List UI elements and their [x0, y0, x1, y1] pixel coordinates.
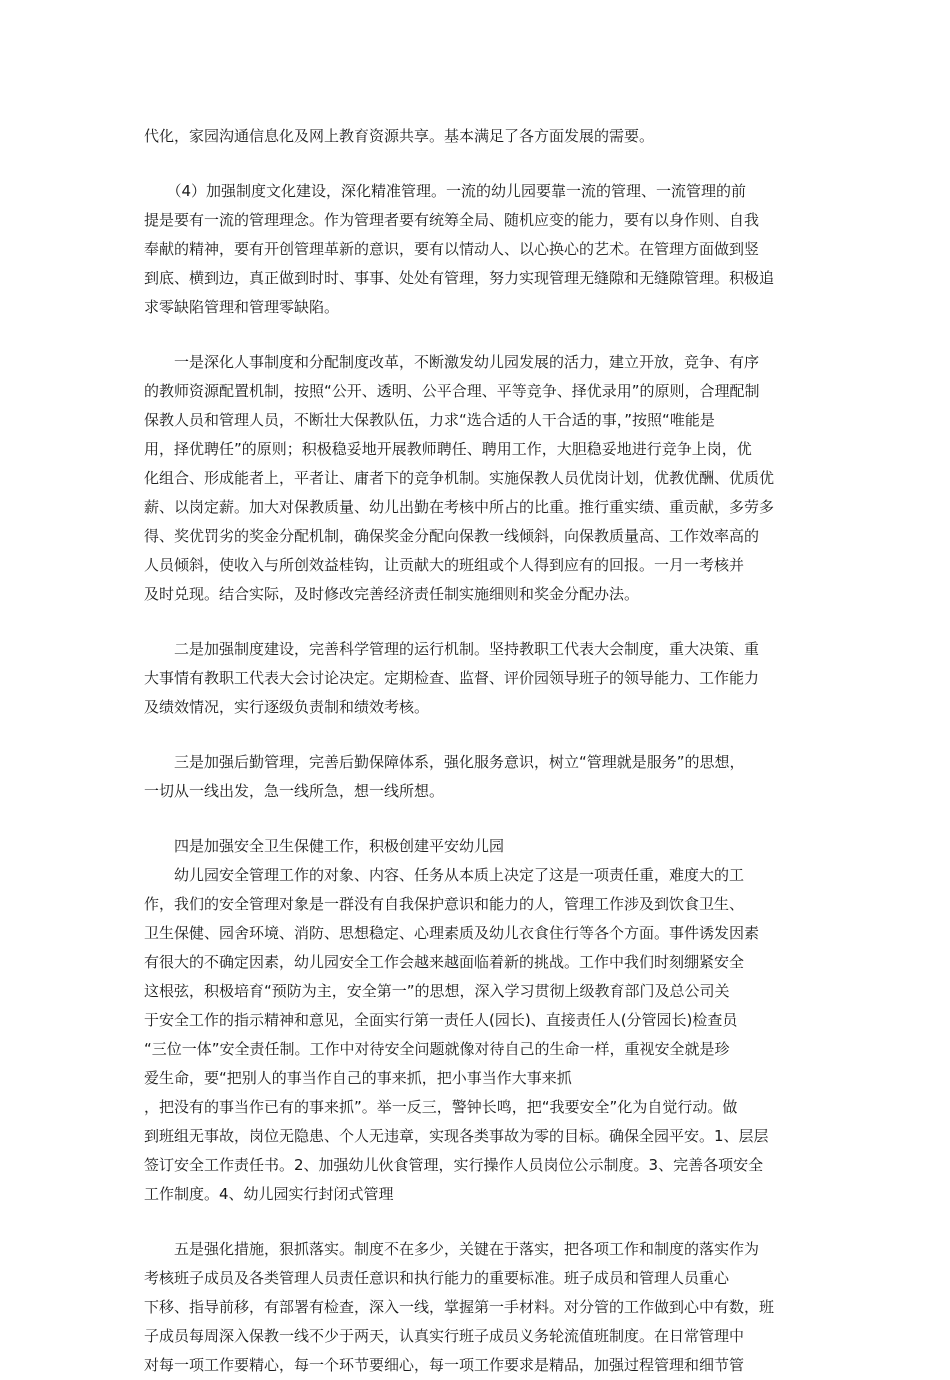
text-line: 幼儿园安全管理工作的对象、内容、任务从本质上决定了这是一项责任重，难度大的工 [144, 866, 745, 884]
text-line: 保教人员和管理人员，不断壮大保教队伍，力求“选合适的人干合适的事，”按照“唯能是 [144, 411, 715, 429]
text-line: 人员倾斜，使收入与所创效益桂钩，让贡献大的班组或个人得到应有的回报。一月一考核并 [144, 556, 745, 574]
text-line: 提是要有一流的管理理念。作为管理者要有统筹全局、随机应变的能力，要有以身作则、自我 [144, 211, 760, 229]
text-line: 四是加强安全卫生保健工作，积极创建平安幼儿园 [144, 837, 505, 855]
text-line: 代化，家园沟通信息化及网上教育资源共享。基本满足了各方面发展的需要。 [144, 127, 655, 145]
paragraph [144, 348, 814, 609]
text-line: 签订安全工作责任书。2、加强幼儿伙食管理，实行操作人员岗位公示制度。3、完善各项安全 [144, 1156, 764, 1174]
text-line: 子成员每周深入保教一线不少于两天，认真实行班子成员义务轮流值班制度。在日常管理中 [144, 1327, 745, 1345]
text-line: 三是加强后勤管理，完善后勤保障体系，强化服务意识，树立“管理就是服务”的思想， [144, 753, 745, 771]
text-line: 二是加强制度建设，完善科学管理的运行机制。坚持教职工代表大会制度，重大决策、重 [144, 640, 760, 658]
text-line: 求零缺陷管理和管理零缺陷。 [144, 298, 340, 316]
paragraph [144, 1235, 814, 1380]
text-line: 有很大的不确定因素，幼儿园安全工作会越来越面临着新的挑战。工作中我们时刻绷紧安全 [144, 953, 745, 971]
text-line: 到底、横到边，真正做到时时、事事、处处有管理，努力实现管理无缝隙和无缝隙管理。积极追 [144, 269, 775, 287]
text-line: 作，我们的安全管理对象是一群没有自我保护意识和能力的人，管理工作涉及到饮食卫生、 [144, 895, 745, 913]
text-line: 得、奖优罚劣的奖金分配机制，确保奖金分配向保教一线倾斜，向保教质量高、工作效率高的 [144, 527, 760, 545]
text-line: 下移、指导前移，有部署有检查，深入一线，掌握第一手材料。对分管的工作做到心中有数，班 [144, 1298, 775, 1316]
text-line: 工作制度。4、幼儿园实行封闭式管理 [144, 1185, 394, 1203]
text-line: 卫生保健、园舍环境、消防、思想稳定、心理素质及幼儿衣食住行等各个方面。事件诱发因素 [144, 924, 760, 942]
text-line: ，把没有的事当作已有的事来抓”。举一反三，警钟长鸣，把“我要安全”化为自觉行动。做 [144, 1098, 738, 1116]
paragraph [144, 832, 814, 1209]
paragraph [144, 635, 814, 722]
text-line: 大事情有教职工代表大会讨论决定。定期检查、监督、评价园领导班子的领导能力、工作能力 [144, 669, 760, 687]
text-line: 的教师资源配置机制，按照“公开、透明、公平合理、平等竞争、择优录用”的原则，合理配制 [144, 382, 760, 400]
text-line: 一是深化人事制度和分配制度改革，不断激发幼儿园发展的活力，建立开放，竞争、有序 [144, 353, 760, 371]
text-line: 考核班子成员及各类管理人员责任意识和执行能力的重要标准。班子成员和管理人员重心 [144, 1269, 730, 1287]
paragraph [144, 177, 814, 322]
text-line: “三位一体”安全责任制。工作中对待安全问题就像对待自己的生命一样，重视安全就是珍 [144, 1040, 730, 1058]
text-line: 及时兑现。结合实际，及时修改完善经济责任制实施细则和奖金分配办法。 [144, 585, 640, 603]
paragraph [144, 748, 814, 806]
paragraph [144, 122, 814, 151]
text-line: 五是强化措施，狠抓落实。制度不在多少，关键在于落实，把各项工作和制度的落实作为 [144, 1240, 760, 1258]
text-line: 薪、以岗定薪。加大对保教质量、幼儿出勤在考核中所占的比重。推行重实绩、重贡献，多劳多 [144, 498, 775, 516]
text-line: （4）加强制度文化建设，深化精准管理。一流的幼儿园要靠一流的管理、一流管理的前 [144, 182, 747, 200]
text-line: 奉献的精神，要有开创管理革新的意识，要有以情动人、以心换心的艺术。在管理方面做到竖 [144, 240, 760, 258]
text-line: 这根弦，积极培育“预防为主，安全第一”的思想，深入学习贯彻上级教育部门及总公司关 [144, 982, 730, 1000]
text-line: 于安全工作的指示精神和意见，全面实行第一责任人(园长)、直接责任人(分管园长)检查员 [144, 1011, 738, 1029]
text-line: 对每一项工作要精心，每一个环节要细心，每一项工作要求是精品，加强过程管理和细节管 [144, 1356, 745, 1374]
text-line: 爱生命，要“把别人的事当作自己的事来抓，把小事当作大事来抓 [144, 1069, 572, 1087]
document-body [144, 122, 814, 1380]
text-line: 用，择优聘任”的原则；积极稳妥地开展教师聘任、聘用工作，大胆稳妥地进行竞争上岗，优 [144, 440, 752, 458]
text-line: 一切从一线出发，急一线所急，想一线所想。 [144, 782, 445, 800]
text-line: 到班组无事故，岗位无隐患、个人无违章，实现各类事故为零的目标。确保全园平安。1、层层 [144, 1127, 769, 1145]
text-line: 及绩效情况，实行逐级负责制和绩效考核。 [144, 698, 430, 716]
text-line: 化组合、形成能者上，平者让、庸者下的竞争机制。实施保教人员优岗计划，优教优酬、优质优 [144, 469, 775, 487]
